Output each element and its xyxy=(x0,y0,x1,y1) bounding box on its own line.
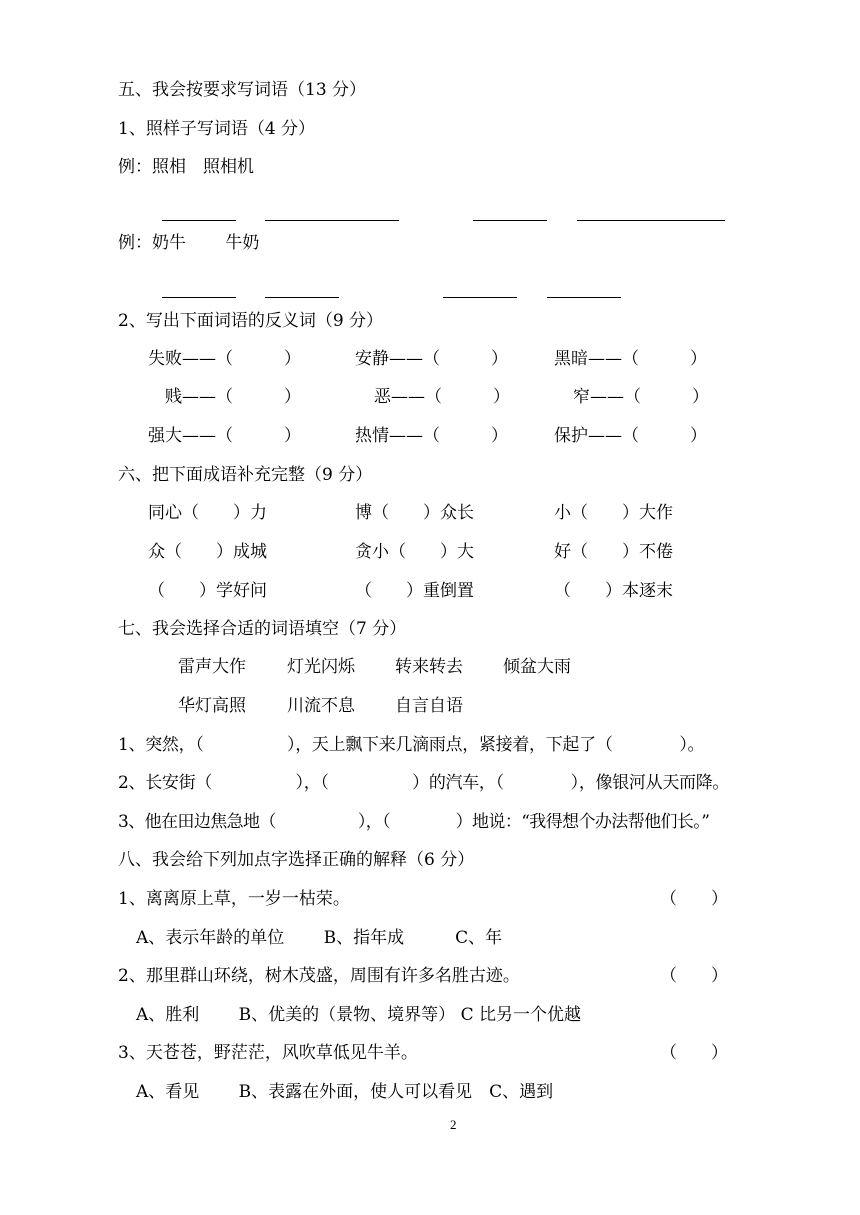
word-choice: 倾盆大雨 xyxy=(503,657,571,677)
antonym-item: 黑暗——（ ） xyxy=(554,349,707,369)
idiom-item: 贪小（ ）大 xyxy=(355,542,474,562)
answer-blank[interactable] xyxy=(577,220,725,221)
antonym-item: 窄——（ ） xyxy=(573,387,709,407)
idiom-item: （ ）学好问 xyxy=(148,581,267,601)
section-7-title: 七、我会选择合适的词语填空（7 分） xyxy=(118,619,407,639)
answer-bracket[interactable]: （ ） xyxy=(660,966,728,986)
idiom-item: 小（ ）大作 xyxy=(554,503,673,523)
fill-sentence-2: 2、长安街（ ），（ ）的汽车，（ ），像银河从天而降。 xyxy=(118,773,730,793)
choice-question-3: 3、天苍苍，野茫茫，风吹草低见牛羊。 xyxy=(118,1043,418,1063)
word-choice: 华灯高照 xyxy=(178,696,246,716)
answer-blank[interactable] xyxy=(265,220,399,221)
word-choice: 川流不息 xyxy=(287,696,355,716)
idiom-item: （ ）重倒置 xyxy=(355,581,474,601)
antonym-item: 恶——（ ） xyxy=(374,387,510,407)
answer-blank[interactable] xyxy=(473,220,547,221)
antonym-item: 保护——（ ） xyxy=(554,426,707,446)
answer-blank[interactable] xyxy=(162,220,236,221)
choice-options-2: A、胜利 B、优美的（景物、境界等） C 比另一个优越 xyxy=(136,1005,581,1025)
fill-sentence-3: 3、他在田边焦急地（ ），（ ）地说：“我得想个办法帮他们长。” xyxy=(118,812,710,832)
choice-options-3: A、看见 B、表露在外面，使人可以看见 C、遇到 xyxy=(136,1082,554,1102)
idiom-item: 好（ ）不倦 xyxy=(554,542,673,562)
example-1: 例：照相 照相机 xyxy=(118,157,254,177)
question-1-title: 1、照样子写词语（4 分） xyxy=(118,119,316,139)
antonym-item: 热情——（ ） xyxy=(355,426,508,446)
word-choice: 自言自语 xyxy=(395,696,463,716)
section-6-title: 六、把下面成语补充完整（9 分） xyxy=(118,465,373,485)
section-5-title: 五、我会按要求写词语（13 分） xyxy=(118,80,367,100)
section-8-title: 八、我会给下列加点字选择正确的解释（6 分） xyxy=(118,850,475,870)
page-number: 2 xyxy=(450,1117,457,1132)
idiom-item: （ ）本逐末 xyxy=(554,581,673,601)
choice-question-1: 1、离离原上草，一岁一枯荣。 xyxy=(118,889,350,909)
idiom-item: 同心（ ）力 xyxy=(148,503,267,523)
answer-bracket[interactable]: （ ） xyxy=(660,889,728,909)
choice-options-1: A、表示年龄的单位 B、指年成 C、年 xyxy=(136,928,503,948)
example-2: 例：奶牛 牛奶 xyxy=(118,233,260,253)
antonym-item: 失败——（ ） xyxy=(148,349,301,369)
word-choice: 转来转去 xyxy=(395,657,463,677)
antonym-item: 安静——（ ） xyxy=(355,349,508,369)
word-choice: 雷声大作 xyxy=(178,657,246,677)
answer-blank[interactable] xyxy=(443,297,517,298)
answer-blank[interactable] xyxy=(162,297,236,298)
answer-blank[interactable] xyxy=(547,297,621,298)
fill-sentence-1: 1、突然，（ ），天上飘下来几滴雨点，紧接着，下起了（ ）。 xyxy=(118,735,705,755)
idiom-item: 众（ ）成城 xyxy=(148,542,267,562)
question-2-title: 2、写出下面词语的反义词（9 分） xyxy=(118,311,384,331)
idiom-item: 博（ ）众长 xyxy=(355,503,474,523)
answer-blank[interactable] xyxy=(265,297,339,298)
answer-bracket[interactable]: （ ） xyxy=(660,1043,728,1063)
antonym-item: 贱——（ ） xyxy=(165,387,301,407)
choice-question-2: 2、那里群山环绕，树木茂盛，周围有许多名胜古迹。 xyxy=(118,966,520,986)
antonym-item: 强大——（ ） xyxy=(148,426,301,446)
word-choice: 灯光闪烁 xyxy=(287,657,355,677)
